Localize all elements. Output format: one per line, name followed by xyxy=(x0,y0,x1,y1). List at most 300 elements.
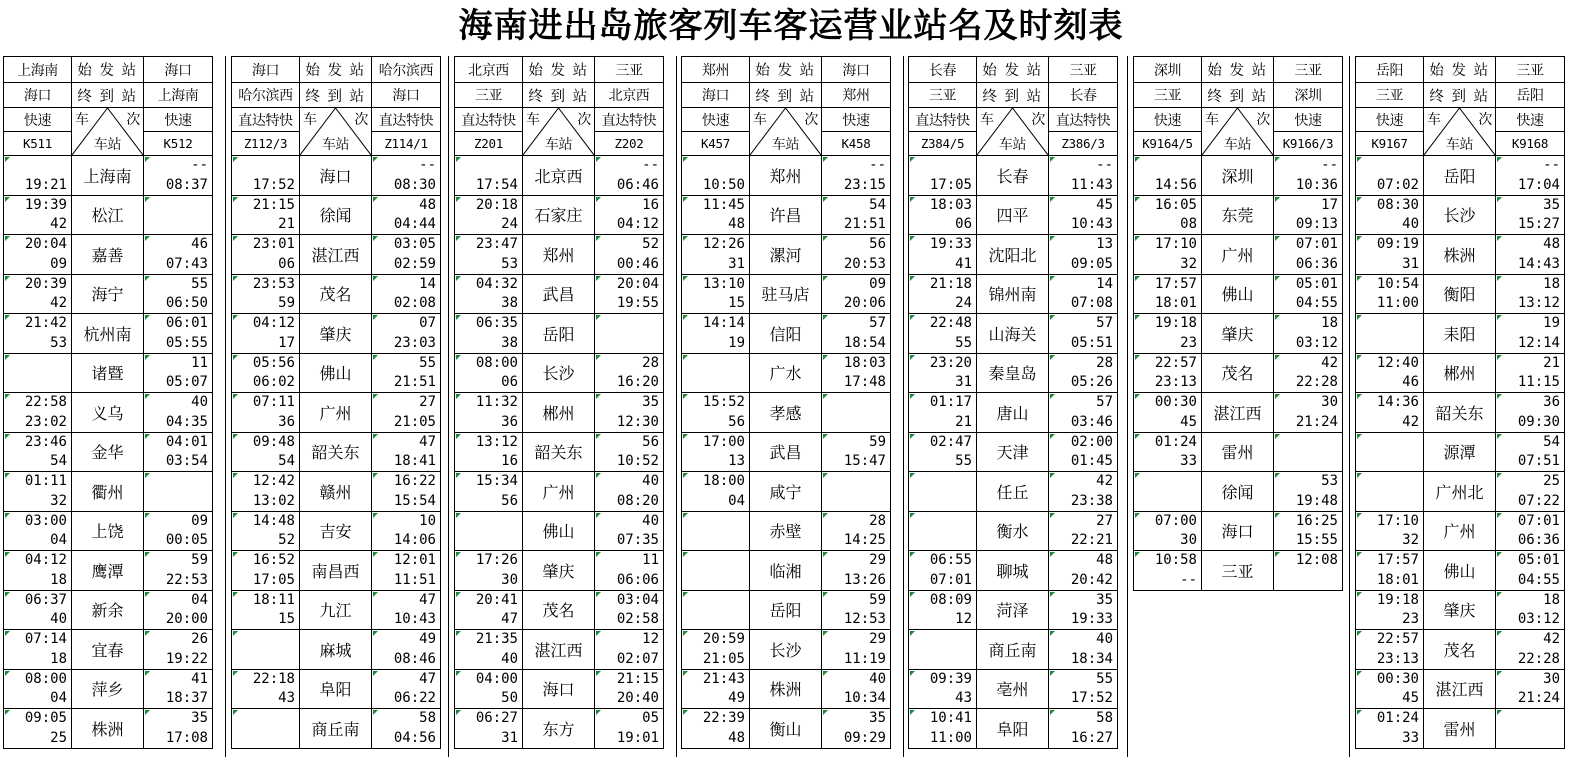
station-name: 海口 xyxy=(523,670,595,709)
arrival-time: 17:10 xyxy=(1376,512,1419,529)
timetable-row xyxy=(3,551,213,591)
departure-time: 24 xyxy=(955,295,972,311)
time-cell-return xyxy=(1274,235,1343,274)
station-name: 山海关 xyxy=(977,314,1049,353)
train-label-char: 车 xyxy=(75,112,89,128)
arrival-time: 01:24 xyxy=(1376,710,1419,726)
cell-comment-marker xyxy=(823,157,828,162)
station-name: 聊城 xyxy=(977,551,1049,590)
timetable-row xyxy=(681,472,891,512)
arrival-time: 22:18 xyxy=(252,670,295,687)
departure-time: 33 xyxy=(1180,453,1197,469)
cell-comment-marker xyxy=(823,315,828,320)
departure-time: 15:55 xyxy=(1295,532,1338,548)
timetable-row xyxy=(681,709,891,749)
train-block xyxy=(3,56,213,757)
cell-comment-marker xyxy=(683,394,688,399)
departure-time: 40 xyxy=(50,611,67,627)
cell-comment-marker xyxy=(910,473,915,478)
station-name: 耒阳 xyxy=(1424,314,1496,353)
cell-comment-marker xyxy=(596,513,601,518)
arrival-time: 29 xyxy=(869,552,886,568)
header-cell-left: 海口 xyxy=(681,83,750,107)
station-name: 株洲 xyxy=(72,709,144,748)
departure-time: 17:05 xyxy=(929,176,972,193)
time-cell-return xyxy=(595,314,664,353)
time-cell-return xyxy=(144,670,213,709)
time-cell-outbound xyxy=(908,275,977,314)
departure-time: 17:54 xyxy=(475,176,518,193)
header-cell-right: Z202 xyxy=(595,132,664,155)
station-name: 韶关东 xyxy=(523,433,595,472)
arrival-time: 47 xyxy=(419,670,436,687)
departure-time: 17 xyxy=(278,334,295,351)
cell-comment-marker xyxy=(683,473,688,478)
time-cell-outbound xyxy=(1133,314,1202,353)
arrival-time: 23:46 xyxy=(24,433,67,450)
time-cell-return xyxy=(1274,275,1343,314)
header-cell-left: 三亚 xyxy=(1355,83,1424,107)
arrival-time: 21:43 xyxy=(702,670,745,687)
station-name: 锦州南 xyxy=(977,275,1049,314)
train-label-char: 车 xyxy=(753,112,767,128)
time-cell-return xyxy=(595,196,664,235)
time-cell-return xyxy=(372,551,441,590)
time-cell-outbound xyxy=(231,354,300,393)
cell-comment-marker xyxy=(145,631,150,636)
station-column-label: 车站 xyxy=(93,137,122,153)
header-cell-left: 长春 xyxy=(908,57,977,82)
departure-time: 11:19 xyxy=(843,650,886,667)
arrival-time: 08:00 xyxy=(24,670,67,687)
station-name: 阜阳 xyxy=(977,709,1049,748)
time-cell-outbound xyxy=(908,235,977,274)
arrival-time: 40 xyxy=(869,670,886,687)
cell-comment-marker xyxy=(1275,552,1280,557)
arrival-time: 17:00 xyxy=(702,433,745,450)
departure-time: 07:43 xyxy=(165,255,208,272)
departure-time: 21:51 xyxy=(393,374,436,390)
cell-comment-marker xyxy=(233,710,238,715)
arrival-time: 26 xyxy=(191,631,208,647)
timetable-row xyxy=(908,433,1118,473)
cell-comment-marker xyxy=(910,434,915,439)
header-cell-left: 快速 xyxy=(1133,108,1202,131)
departure-time: 04:12 xyxy=(616,216,659,232)
arrival-time: 29 xyxy=(869,631,886,647)
station-name: 韶关东 xyxy=(1424,393,1496,432)
time-cell-return xyxy=(595,275,664,314)
timetable-row xyxy=(231,433,441,473)
time-cell-return xyxy=(595,512,664,551)
cell-comment-marker xyxy=(823,552,828,557)
departure-time: 19 xyxy=(728,334,745,351)
departure-time: 06:50 xyxy=(165,295,208,311)
timetable-row xyxy=(1133,156,1343,196)
time-cell-return xyxy=(822,512,891,551)
time-cell-return xyxy=(822,354,891,393)
time-cell-outbound xyxy=(908,156,977,195)
timetable-row xyxy=(3,393,213,433)
departure-time: 18 xyxy=(50,650,67,667)
header-cell-right: K512 xyxy=(144,132,213,155)
timetable-row xyxy=(454,709,664,749)
cell-comment-marker xyxy=(910,276,915,281)
time-cell-return xyxy=(1274,433,1343,472)
cell-comment-marker xyxy=(1497,631,1502,636)
departure-time: 05:55 xyxy=(165,334,208,351)
departure-time: 06 xyxy=(501,374,518,390)
cell-comment-marker xyxy=(1050,315,1055,320)
timetable-row xyxy=(454,512,664,552)
departure-time: 11:51 xyxy=(393,571,436,588)
arrival-time: 15:34 xyxy=(475,473,518,489)
time-cell-return xyxy=(1049,433,1118,472)
time-cell-return xyxy=(822,630,891,669)
cell-comment-marker xyxy=(1497,157,1502,162)
station-name: 佛山 xyxy=(300,354,372,393)
train-station-corner xyxy=(300,108,372,156)
cell-comment-marker xyxy=(1275,394,1280,399)
cell-comment-marker xyxy=(456,710,461,715)
timetable-row xyxy=(1355,314,1565,354)
timetable-row xyxy=(1133,196,1343,236)
departure-time: 55 xyxy=(955,453,972,469)
arrival-time: 40 xyxy=(642,512,659,529)
arrival-time: 58 xyxy=(419,710,436,726)
time-cell-return xyxy=(1496,630,1565,669)
timetable-row xyxy=(3,670,213,710)
cell-comment-marker xyxy=(1497,513,1502,518)
time-cell-outbound xyxy=(908,591,977,630)
arrival-time: 08:09 xyxy=(929,591,972,608)
time-cell-return xyxy=(1274,156,1343,195)
header-cell-right: 快速 xyxy=(144,108,213,131)
departure-time: 10:34 xyxy=(843,690,886,706)
station-name: 南昌西 xyxy=(300,551,372,590)
header-cell-left: K457 xyxy=(681,132,750,155)
time-cell-outbound xyxy=(1355,591,1424,630)
cell-comment-marker xyxy=(5,631,10,636)
time-cell-return xyxy=(822,275,891,314)
time-cell-outbound xyxy=(231,472,300,511)
arrival-time: 14:14 xyxy=(702,315,745,331)
timetable-row xyxy=(1355,235,1565,275)
time-cell-outbound xyxy=(3,314,72,353)
time-cell-return xyxy=(1496,433,1565,472)
arrival-time: 20:04 xyxy=(24,236,67,252)
time-cell-outbound xyxy=(3,433,72,472)
arrival-time: 12:01 xyxy=(393,552,436,568)
cell-comment-marker xyxy=(373,276,378,281)
departure-time: 17:52 xyxy=(252,176,295,193)
arrival-time: 30 xyxy=(1321,394,1338,410)
timetable-row xyxy=(1133,393,1343,433)
header-cell-left: 上海南 xyxy=(3,57,72,82)
time-cell-outbound xyxy=(3,156,72,195)
time-cell-return xyxy=(595,591,664,630)
cell-comment-marker xyxy=(145,236,150,241)
timetable-row xyxy=(1355,512,1565,552)
cell-comment-marker xyxy=(1135,236,1140,241)
station-name: 雷州 xyxy=(1202,433,1274,472)
arrival-time: 23:53 xyxy=(252,275,295,292)
header-cell-right: 海口 xyxy=(822,57,891,82)
timetable-row xyxy=(1355,275,1565,315)
cell-comment-marker xyxy=(5,592,10,597)
header-origin-row xyxy=(1355,56,1565,83)
departure-time: 08:30 xyxy=(393,176,436,193)
cell-comment-marker xyxy=(596,157,601,162)
arrival-time: 59 xyxy=(191,552,208,568)
time-cell-return xyxy=(1274,354,1343,393)
departure-time: 07:08 xyxy=(1070,295,1113,311)
station-name: 唐山 xyxy=(977,393,1049,432)
arrival-time: 15:52 xyxy=(702,394,745,410)
station-name: 商丘南 xyxy=(300,709,372,748)
time-cell-return xyxy=(595,235,664,274)
departure-time: 11:43 xyxy=(1070,176,1113,193)
cell-comment-marker xyxy=(1275,355,1280,360)
header-cell-label: 终 到 站 xyxy=(977,83,1049,107)
station-name: 天津 xyxy=(977,433,1049,472)
station-name: 衡山 xyxy=(750,709,822,748)
departure-time: 17:08 xyxy=(165,729,208,746)
cell-comment-marker xyxy=(683,592,688,597)
departure-time: 42 xyxy=(50,216,67,232)
cell-comment-marker xyxy=(145,157,150,162)
arrival-time: 35 xyxy=(1096,591,1113,608)
header-cell-right: K9168 xyxy=(1496,132,1565,155)
timetable-row xyxy=(1355,393,1565,433)
header-cell-right: 快速 xyxy=(1274,108,1343,131)
cell-comment-marker xyxy=(1275,473,1280,478)
cell-comment-marker xyxy=(910,513,915,518)
arrival-time: 19:18 xyxy=(1154,315,1197,331)
time-cell-outbound xyxy=(454,314,523,353)
departure-time: 14:56 xyxy=(1154,176,1197,193)
departure-time: 18:37 xyxy=(165,690,208,706)
cell-comment-marker xyxy=(1497,671,1502,676)
cell-comment-marker xyxy=(683,197,688,202)
timetable-row xyxy=(454,156,664,196)
arrival-time: 09:48 xyxy=(252,433,295,450)
arrival-time: 55 xyxy=(191,275,208,292)
arrival-time: 17:10 xyxy=(1154,236,1197,252)
timetable-row xyxy=(231,630,441,670)
time-cell-outbound xyxy=(1133,354,1202,393)
station-name: 湛江西 xyxy=(1202,393,1274,432)
time-cell-outbound xyxy=(1355,354,1424,393)
header-cell-right: 直达特快 xyxy=(595,108,664,131)
time-cell-outbound xyxy=(1355,314,1424,353)
cell-comment-marker xyxy=(1050,552,1055,557)
arrival-time: 30 xyxy=(1543,670,1560,687)
header-cell-right: K458 xyxy=(822,132,891,155)
arrival-time: 40 xyxy=(1096,631,1113,647)
header-cell-left: K9167 xyxy=(1355,132,1424,155)
time-cell-return xyxy=(1496,235,1565,274)
time-cell-outbound xyxy=(908,196,977,235)
time-cell-return xyxy=(144,433,213,472)
arrival-time: 55 xyxy=(419,354,436,371)
arrival-time: 59 xyxy=(869,433,886,450)
departure-time: 25 xyxy=(50,729,67,746)
cell-comment-marker xyxy=(456,394,461,399)
cell-comment-marker xyxy=(233,157,238,162)
time-cell-return xyxy=(144,354,213,393)
arrival-time: 18:11 xyxy=(252,591,295,608)
departure-time: 49 xyxy=(728,690,745,706)
train-station-corner xyxy=(1424,108,1496,156)
timetable-row xyxy=(454,551,664,591)
arrival-time: 21:18 xyxy=(929,275,972,292)
cell-comment-marker xyxy=(145,434,150,439)
station-name: 徐闻 xyxy=(1202,472,1274,511)
cell-comment-marker xyxy=(1135,197,1140,202)
station-name: 广州 xyxy=(523,472,595,511)
station-name: 秦皇岛 xyxy=(977,354,1049,393)
time-cell-outbound xyxy=(681,512,750,551)
train-block xyxy=(454,56,664,757)
header-cell-left: 北京西 xyxy=(454,57,523,82)
time-cell-outbound xyxy=(3,630,72,669)
block-separator xyxy=(1127,56,1128,757)
cell-comment-marker xyxy=(823,671,828,676)
train-label-char: 次 xyxy=(126,112,140,128)
time-cell-outbound xyxy=(1355,156,1424,195)
arrival-time: 57 xyxy=(1096,315,1113,331)
arrival-time: 17:57 xyxy=(1154,275,1197,292)
arrival-time: 27 xyxy=(419,394,436,410)
time-cell-outbound xyxy=(231,670,300,709)
departure-time: 06:06 xyxy=(616,571,659,588)
arrival-time: 35 xyxy=(1543,196,1560,213)
departure-time: 04:44 xyxy=(393,216,436,232)
cell-comment-marker xyxy=(373,157,378,162)
cell-comment-marker xyxy=(1050,631,1055,636)
timetable-row xyxy=(681,196,891,236)
departure-time: 18:34 xyxy=(1070,650,1113,667)
departure-time: 21:51 xyxy=(843,216,886,232)
time-cell-outbound xyxy=(231,512,300,551)
departure-time: 31 xyxy=(955,374,972,390)
cell-comment-marker xyxy=(683,671,688,676)
cell-comment-marker xyxy=(456,513,461,518)
timetable-row xyxy=(681,393,891,433)
timetable-row xyxy=(454,393,664,433)
cell-comment-marker xyxy=(1497,552,1502,557)
header-origin-row xyxy=(3,56,213,83)
station-name: 临湘 xyxy=(750,551,822,590)
arrival-time: -- xyxy=(1321,157,1338,173)
station-name: 雷州 xyxy=(1424,709,1496,748)
arrival-time: 14 xyxy=(1096,275,1113,292)
cell-comment-marker xyxy=(1050,236,1055,241)
station-name: 上海南 xyxy=(72,156,144,195)
header-cell-left: Z201 xyxy=(454,132,523,155)
time-cell-return xyxy=(1049,235,1118,274)
cell-comment-marker xyxy=(1357,276,1362,281)
time-cell-outbound xyxy=(454,709,523,748)
header-cell-label: 始 发 站 xyxy=(300,57,372,82)
arrival-time: 09:39 xyxy=(929,670,972,687)
time-cell-outbound xyxy=(3,591,72,630)
time-cell-return xyxy=(144,314,213,353)
arrival-time: 05:56 xyxy=(252,354,295,371)
departure-time: 17:48 xyxy=(843,374,886,390)
departure-time: 15:47 xyxy=(843,453,886,469)
arrival-time: 05:01 xyxy=(1295,275,1338,292)
cell-comment-marker xyxy=(823,473,828,478)
timetable-row xyxy=(681,314,891,354)
time-cell-return xyxy=(372,591,441,630)
time-cell-return xyxy=(372,709,441,748)
arrival-time: 16:25 xyxy=(1295,512,1338,529)
station-name: 茂名 xyxy=(300,275,372,314)
time-cell-outbound xyxy=(908,354,977,393)
time-cell-outbound xyxy=(231,630,300,669)
departure-time: 10:43 xyxy=(393,611,436,627)
cell-comment-marker xyxy=(1135,473,1140,478)
time-cell-return xyxy=(1049,512,1118,551)
timetable-row xyxy=(454,275,664,315)
header-cell-right: 岳阳 xyxy=(1496,83,1565,107)
departure-time: 20:40 xyxy=(616,690,659,706)
departure-time: 40 xyxy=(1402,216,1419,232)
arrival-time: 18 xyxy=(1543,275,1560,292)
arrival-time: 11 xyxy=(191,354,208,371)
time-cell-return xyxy=(595,670,664,709)
arrival-time: 20:04 xyxy=(616,275,659,292)
cell-comment-marker xyxy=(373,236,378,241)
header-cell-left: 快速 xyxy=(681,108,750,131)
timetable-row xyxy=(908,512,1118,552)
timetable-row xyxy=(1133,551,1343,591)
header-cell-label: 始 发 站 xyxy=(1424,57,1496,82)
departure-time: 13:26 xyxy=(843,571,886,588)
header-cell-right: 直达特快 xyxy=(372,108,441,131)
arrival-time: 19:39 xyxy=(24,196,67,213)
departure-time: 14:06 xyxy=(393,532,436,548)
timetable-row xyxy=(231,512,441,552)
cell-comment-marker xyxy=(373,592,378,597)
timetable-row xyxy=(1133,314,1343,354)
arrival-time: 12:40 xyxy=(1376,354,1419,371)
arrival-time: 01:17 xyxy=(929,394,972,410)
arrival-time: 05 xyxy=(642,710,659,726)
time-cell-outbound xyxy=(1133,393,1202,432)
timetable-row xyxy=(908,472,1118,512)
header-cell-right: 快速 xyxy=(822,108,891,131)
train-label-char: 次 xyxy=(354,112,368,128)
header-cell-left: 快速 xyxy=(1355,108,1424,131)
timetable-row xyxy=(1355,630,1565,670)
cell-comment-marker xyxy=(145,315,150,320)
departure-time: 19:48 xyxy=(1295,492,1338,509)
cell-comment-marker xyxy=(1357,513,1362,518)
departure-time: 23:13 xyxy=(1376,650,1419,667)
arrival-time: 27 xyxy=(1096,512,1113,529)
departure-time: 48 xyxy=(728,216,745,232)
cell-comment-marker xyxy=(145,592,150,597)
cell-comment-marker xyxy=(1050,355,1055,360)
departure-time: 12:53 xyxy=(843,611,886,627)
departure-time: 32 xyxy=(50,492,67,509)
timetable-row xyxy=(231,235,441,275)
timetable-row xyxy=(231,591,441,631)
cell-comment-marker xyxy=(456,473,461,478)
